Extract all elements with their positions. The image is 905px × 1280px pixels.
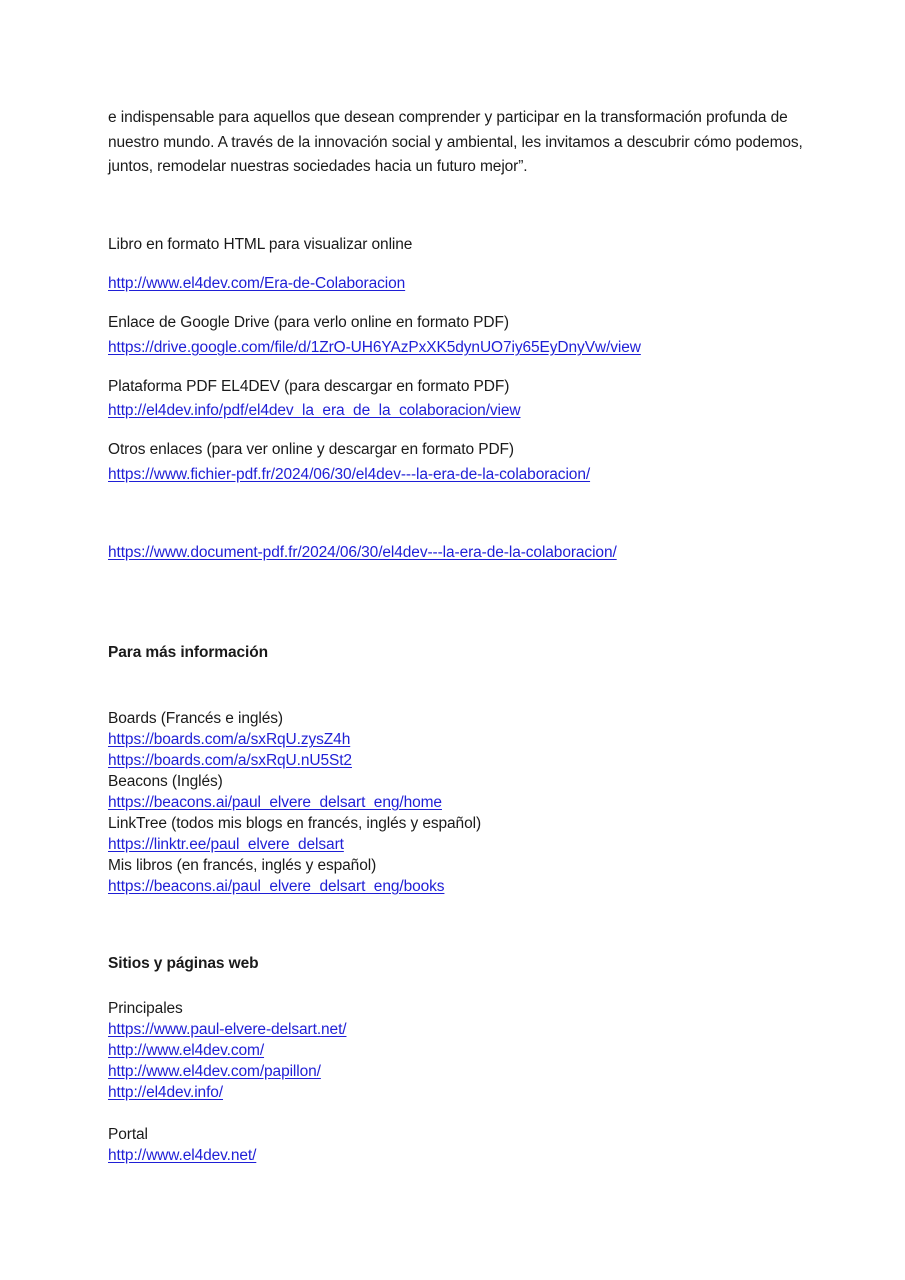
books-link[interactable]: https://beacons.ai/paul_elvere_delsart_eng/books: [108, 878, 445, 895]
main-site-link[interactable]: http://www.el4dev.com/: [108, 1042, 265, 1059]
fichier-pdf-link[interactable]: https://www.fichier-pdf.fr/2024/06/30/el4dev---la-era-de-la-colaboracion/: [108, 466, 591, 483]
linktree-label: LinkTree (todos mis blogs en francés, inglés y español): [108, 815, 482, 832]
main-site-link[interactable]: http://www.el4dev.com/papillon/: [108, 1063, 321, 1080]
boards-label: Boards (Francés e inglés): [108, 710, 283, 727]
portal-link[interactable]: http://www.el4dev.net/: [108, 1147, 257, 1164]
intro-paragraph: [108, 106, 808, 180]
html-book-label: Libro en formato HTML para visualizar online: [108, 236, 413, 253]
websites-heading: Sitios y páginas web: [108, 955, 259, 972]
books-label: Mis libros (en francés, inglés y español): [108, 857, 377, 874]
html-book-link[interactable]: http://www.el4dev.com/Era-de-Colaboracion: [108, 275, 406, 292]
intro-line-2: nuestro mundo. A través de la innovación social y ambiental, les invitamos a descubrir cómo podemos,: [108, 133, 803, 151]
boards-link-2[interactable]: https://boards.com/a/sxRqU.nU5St2: [108, 752, 352, 769]
main-sites-label: Principales: [108, 1000, 183, 1017]
more-info-heading: Para más información: [108, 644, 268, 661]
main-site-link[interactable]: https://www.paul-elvere-delsart.net/: [108, 1021, 347, 1038]
drive-link[interactable]: https://drive.google.com/file/d/1ZrO-UH6YAzPxXK5dynUO7iy65EyDnyVw/view: [108, 339, 641, 356]
beacons-link[interactable]: https://beacons.ai/paul_elvere_delsart_eng/home: [108, 794, 442, 811]
intro-line-1: e indispensable para aquellos que desean comprender y participar en la transformación profunda de: [108, 109, 788, 126]
other-links-label: Otros enlaces (para ver online y descargar en formato PDF): [108, 441, 514, 458]
drive-label: Enlace de Google Drive (para verlo online en formato PDF): [108, 314, 509, 331]
boards-link-1[interactable]: https://boards.com/a/sxRqU.zysZ4h: [108, 731, 351, 748]
beacons-label: Beacons (Inglés): [108, 773, 223, 790]
portal-label: Portal: [108, 1126, 148, 1143]
document-pdf-link[interactable]: https://www.document-pdf.fr/2024/06/30/el4dev---la-era-de-la-colaboracion/: [108, 544, 617, 561]
platform-link[interactable]: http://el4dev.info/pdf/el4dev_la_era_de_la_colaboracion/view: [108, 402, 521, 419]
linktree-link[interactable]: https://linktr.ee/paul_elvere_delsart: [108, 836, 344, 853]
intro-line-3: juntos, remodelar nuestras sociedades hacia un futuro mejor”.: [108, 158, 528, 175]
main-site-link[interactable]: http://el4dev.info/: [108, 1084, 224, 1101]
platform-label: Plataforma PDF EL4DEV (para descargar en formato PDF): [108, 378, 510, 395]
